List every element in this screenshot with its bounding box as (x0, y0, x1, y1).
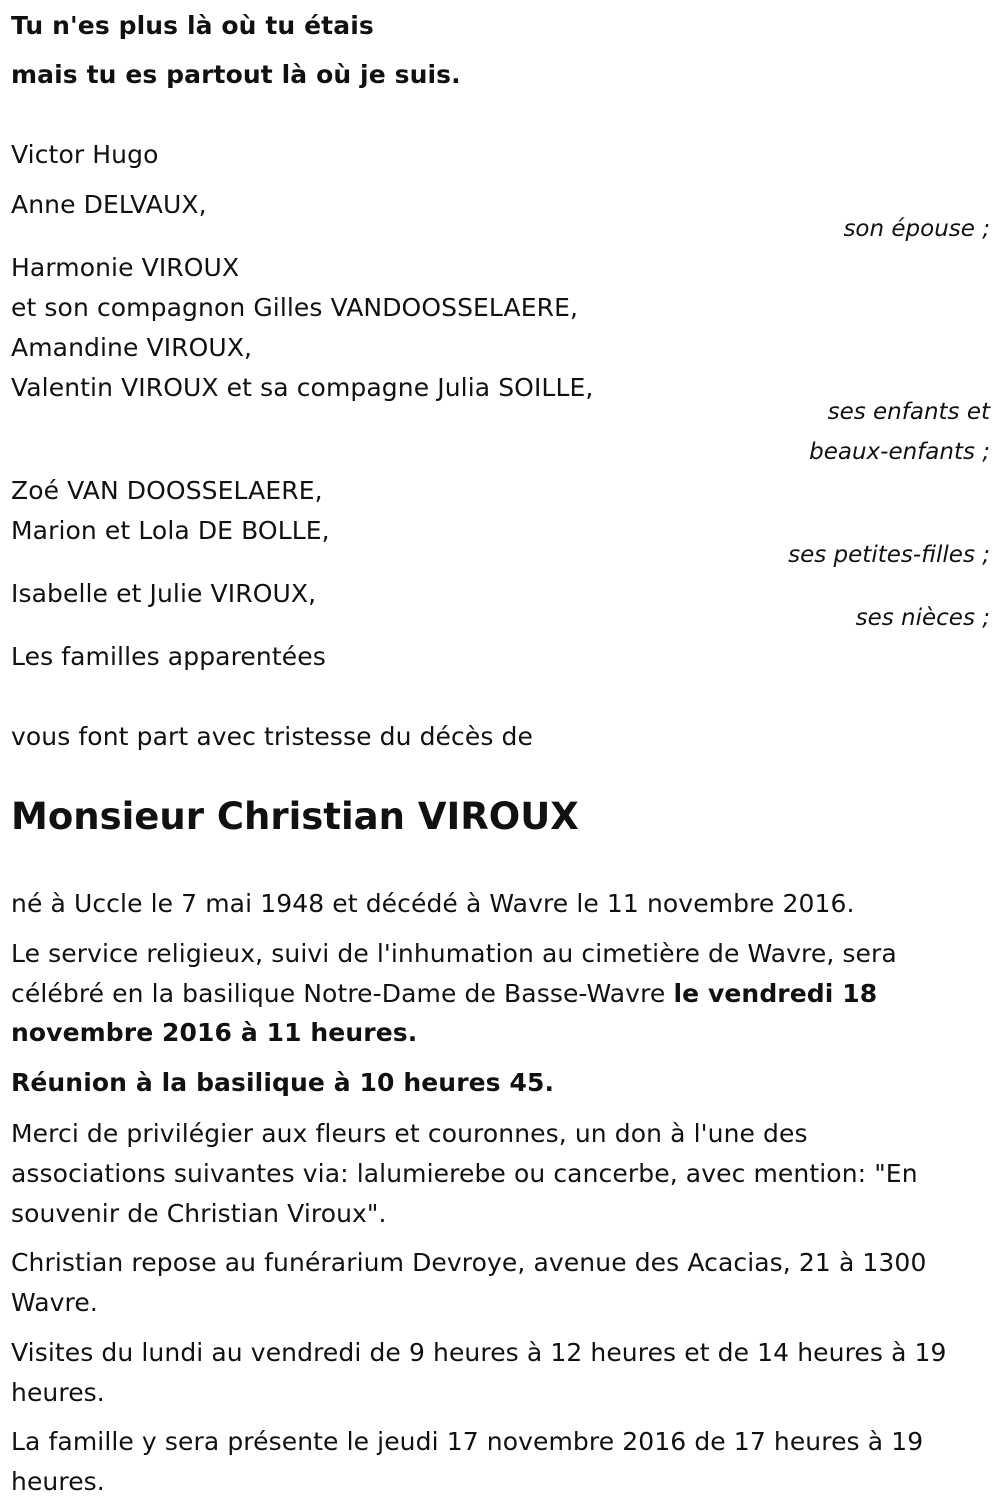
quote-line-2: mais tu es partout là où je suis. (11, 60, 461, 89)
deceased-name: Monsieur Christian VIROUX (11, 795, 579, 838)
children-line-2: et son compagnon Gilles VANDOOSSELAERE, (11, 293, 579, 322)
children-line-1: Harmonie VIROUX (11, 253, 240, 282)
granddaughters-line-2: Marion et Lola DE BOLLE, (11, 516, 330, 545)
meeting-time: Réunion à la basilique à 10 heures 45. (11, 1068, 555, 1097)
children-role-line-2: beaux-enfants ; (809, 439, 990, 465)
donation-line-2: associations suivantes via: lalumierebe ou cancerbe, avec mention: "En (11, 1159, 918, 1188)
spouse-name: Anne DELVAUX, (11, 190, 207, 219)
funeral-home-line-2: Wavre. (11, 1288, 98, 1317)
service-line-2-regular: célébré en la basilique Notre-Dame de Basse-Wavre (11, 979, 674, 1008)
donation-line-1: Merci de privilégier aux fleurs et couronnes, un don à l'une des (11, 1119, 808, 1148)
service-date-bold: le vendredi 18 (673, 979, 878, 1008)
service-line-2 (11, 974, 877, 1014)
service-line-1: Le service religieux, suivi de l'inhumation au cimetière de Wavre, sera (11, 939, 897, 968)
granddaughters-line-1: Zoé VAN DOOSSELAERE, (11, 476, 323, 505)
quote-line-1: Tu n'es plus là où tu étais (11, 11, 374, 40)
quote-author: Victor Hugo (11, 140, 159, 169)
funeral-home-line-1: Christian repose au funérarium Devroye, avenue des Acacias, 21 à 1300 (11, 1248, 927, 1277)
announcement: vous font part avec tristesse du décès de (11, 722, 533, 751)
nieces-role: ses nièces ; (855, 605, 990, 631)
visits-line-1: Visites du lundi au vendredi de 9 heures à 12 heures et de 14 heures à 19 (11, 1338, 947, 1367)
children-role-line-1: ses enfants et (827, 399, 990, 425)
children-line-3: Amandine VIROUX, (11, 333, 253, 362)
granddaughters-role: ses petites-filles ; (788, 542, 990, 568)
service-line-3: novembre 2016 à 11 heures. (11, 1018, 418, 1047)
nieces-name: Isabelle et Julie VIROUX, (11, 579, 317, 608)
family-presence-line-2: heures. (11, 1467, 105, 1496)
spouse-role: son épouse ; (843, 216, 990, 242)
children-line-4: Valentin VIROUX et sa compagne Julia SOILLE, (11, 373, 594, 402)
donation-line-3: souvenir de Christian Viroux". (11, 1199, 387, 1228)
relatives: Les familles apparentées (11, 642, 326, 671)
birth-death: né à Uccle le 7 mai 1948 et décédé à Wavre le 11 novembre 2016. (11, 889, 855, 918)
family-presence-line-1: La famille y sera présente le jeudi 17 novembre 2016 de 17 heures à 19 (11, 1427, 924, 1456)
visits-line-2: heures. (11, 1378, 105, 1407)
